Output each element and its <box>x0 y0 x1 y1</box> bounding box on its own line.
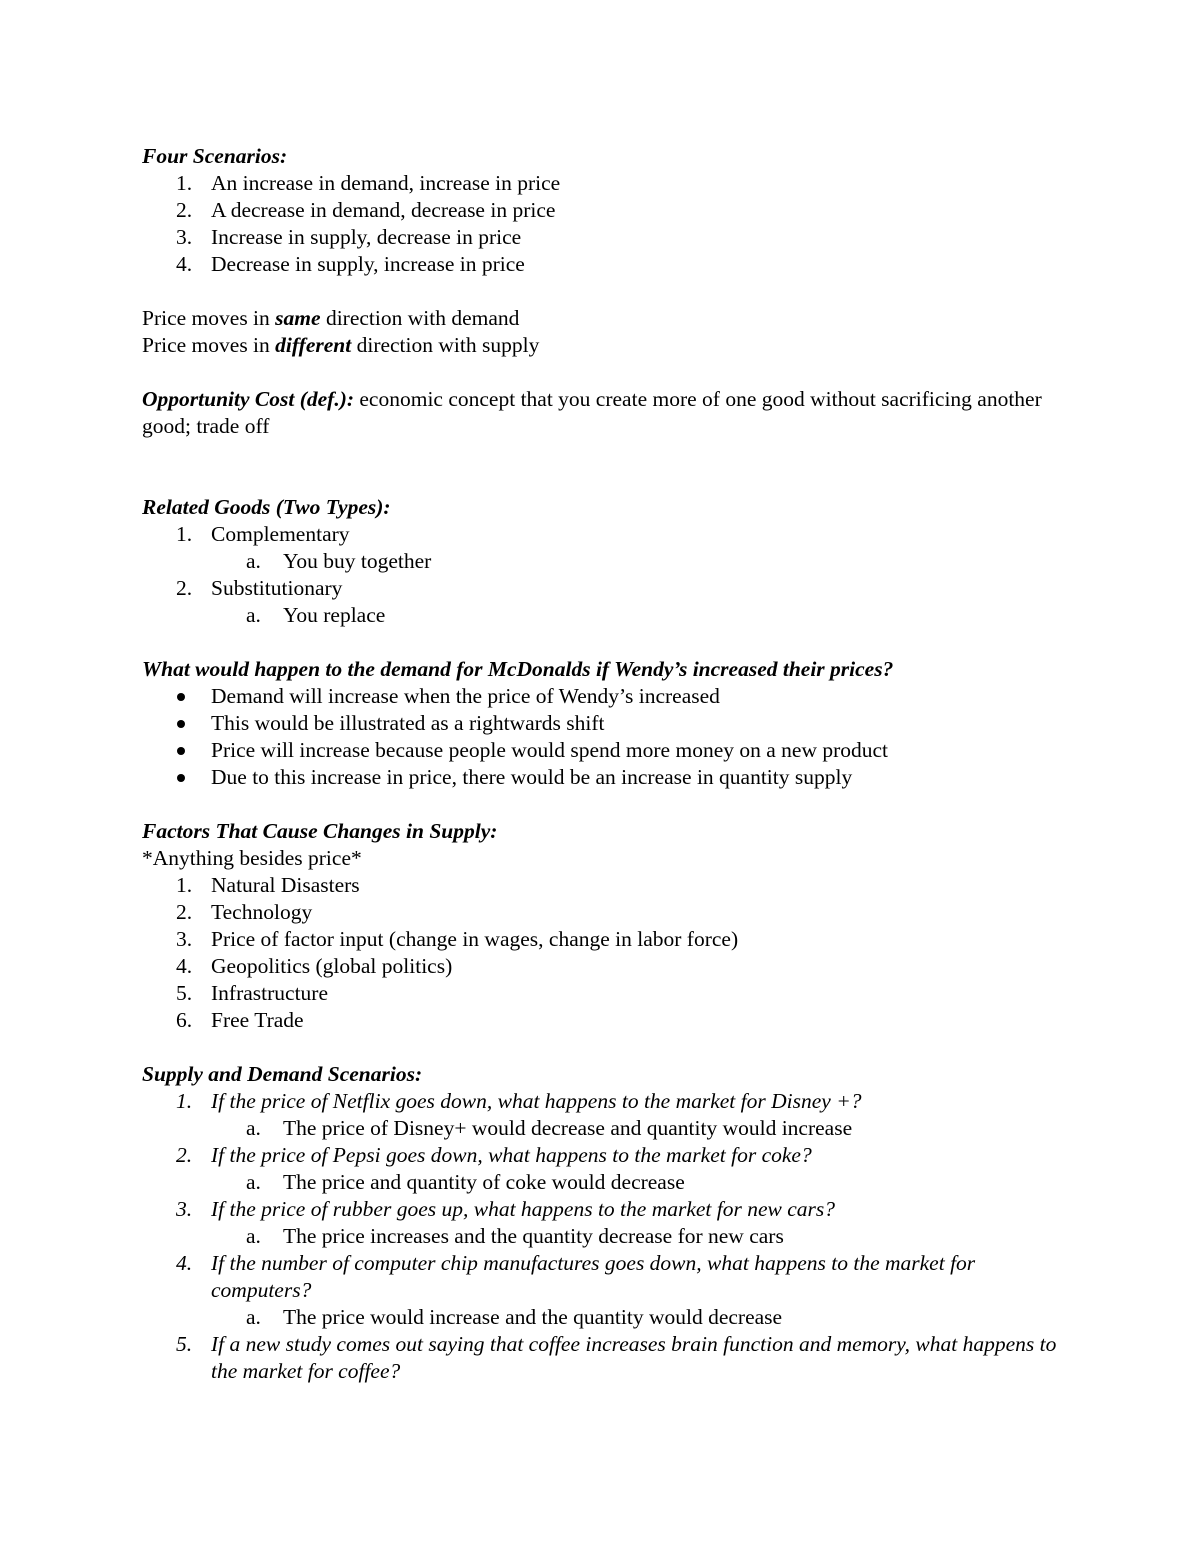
bullet-item <box>142 710 1062 737</box>
list-item-text: You buy together <box>283 549 432 573</box>
list-letter: a. <box>246 1116 261 1140</box>
question-text: If the price of rubber goes up, what happens to the market for new cars? <box>211 1197 836 1221</box>
list-number: 1. <box>176 171 193 195</box>
list-letter: a. <box>246 1305 261 1329</box>
list-item <box>142 899 1062 926</box>
list-item <box>142 575 1062 602</box>
answer-text: The price of Disney+ would decrease and quantity would increase <box>283 1116 853 1140</box>
sd-scenarios-heading: Supply and Demand Scenarios: <box>142 1062 423 1086</box>
list-number: 4. <box>176 1251 193 1275</box>
list-item-text: Substitutionary <box>211 576 343 600</box>
list-number: 4. <box>176 954 193 978</box>
opportunity-cost-term: Opportunity Cost (def.): <box>142 387 355 411</box>
price-moves-demand <box>142 305 1062 332</box>
list-letter: a. <box>246 549 261 573</box>
question-text: If the price of Netflix goes down, what happens to the market for Disney +? <box>211 1089 862 1113</box>
answer-text: The price increases and the quantity decrease for new cars <box>283 1224 784 1248</box>
list-item <box>142 251 1062 278</box>
bullet-text: Due to this increase in price, there would be an increase in quantity supply <box>211 765 853 789</box>
bullet-icon <box>177 774 185 782</box>
list-number: 3. <box>176 1197 193 1221</box>
supply-factors-note: *Anything besides price* <box>142 846 362 870</box>
document-page <box>142 143 1062 1385</box>
text-span: Price moves in <box>142 333 276 357</box>
scenario-question <box>142 1331 1062 1385</box>
list-item <box>142 224 1062 251</box>
answer-text: The price and quantity of coke would decrease <box>283 1170 685 1194</box>
scenario-answer <box>142 1223 1062 1250</box>
list-item-text: Complementary <box>211 522 350 546</box>
list-number: 1. <box>176 873 193 897</box>
list-item <box>142 872 1062 899</box>
list-item <box>142 1007 1062 1034</box>
list-item-text: Decrease in supply, increase in price <box>211 252 525 276</box>
scenario-answer <box>142 1169 1062 1196</box>
price-moves-supply <box>142 332 1062 359</box>
text-span: Price moves in <box>142 306 276 330</box>
bullet-item <box>142 737 1062 764</box>
scenario-question <box>142 1196 1062 1223</box>
list-item-text: A decrease in demand, decrease in price <box>211 198 556 222</box>
bullet-icon <box>177 747 185 755</box>
question-text: If the number of computer chip manufactures goes down, what happens to the market for computers? <box>211 1251 976 1302</box>
list-number: 2. <box>176 198 193 222</box>
list-item-text: You replace <box>283 603 386 627</box>
list-item <box>142 521 1062 548</box>
list-item-text: Price of factor input (change in wages, change in labor force) <box>211 927 739 951</box>
list-letter: a. <box>246 603 261 627</box>
list-number: 3. <box>176 225 193 249</box>
opportunity-cost-definition <box>142 386 1062 440</box>
scenario-question <box>142 1142 1062 1169</box>
list-number: 1. <box>176 522 193 546</box>
bullet-icon <box>177 693 185 701</box>
mcdonalds-question: What would happen to the demand for McDonalds if Wendy’s increased their prices? <box>142 657 894 681</box>
list-letter: a. <box>246 1224 261 1248</box>
list-number: 3. <box>176 927 193 951</box>
bullet-text: Price will increase because people would spend more money on a new product <box>211 738 889 762</box>
list-item-text: Infrastructure <box>211 981 328 1005</box>
bullet-item <box>142 683 1062 710</box>
list-item-text: Increase in supply, decrease in price <box>211 225 522 249</box>
sub-list-item <box>142 548 1062 575</box>
list-number: 4. <box>176 252 193 276</box>
supply-factors-heading: Factors That Cause Changes in Supply: <box>142 819 498 843</box>
four-scenarios-heading: Four Scenarios: <box>142 144 288 168</box>
list-item <box>142 197 1062 224</box>
scenario-answer <box>142 1304 1062 1331</box>
bullet-item <box>142 764 1062 791</box>
opportunity-cost-text: economic concept that you create more of one good without sacrificing another good; trade off <box>142 387 1042 438</box>
text-span: direction with supply <box>351 333 540 357</box>
list-item <box>142 953 1062 980</box>
emphasis-different: different <box>275 333 352 357</box>
list-number: 6. <box>176 1008 193 1032</box>
list-letter: a. <box>246 1170 261 1194</box>
list-number: 5. <box>176 1332 193 1356</box>
question-text: If the price of Pepsi goes down, what happens to the market for coke? <box>211 1143 812 1167</box>
question-text: If a new study comes out saying that coffee increases brain function and memory, what happens to the market for coffee? <box>211 1332 1057 1383</box>
bullet-text: Demand will increase when the price of Wendy’s increased <box>211 684 720 708</box>
list-number: 1. <box>176 1089 193 1113</box>
list-item <box>142 926 1062 953</box>
list-item-text: An increase in demand, increase in price <box>211 171 561 195</box>
bullet-icon <box>177 720 185 728</box>
scenario-answer <box>142 1115 1062 1142</box>
scenario-question <box>142 1088 1062 1115</box>
list-item-text: Natural Disasters <box>211 873 360 897</box>
list-number: 2. <box>176 576 193 600</box>
list-number: 2. <box>176 900 193 924</box>
scenario-question <box>142 1250 1062 1304</box>
list-item-text: Geopolitics (global politics) <box>211 954 453 978</box>
list-number: 5. <box>176 981 193 1005</box>
list-item <box>142 170 1062 197</box>
text-span: direction with demand <box>320 306 520 330</box>
emphasis-same: same <box>275 306 321 330</box>
list-item-text: Technology <box>211 900 313 924</box>
answer-text: The price would increase and the quantity would decrease <box>283 1305 783 1329</box>
sub-list-item <box>142 602 1062 629</box>
related-goods-heading: Related Goods (Two Types): <box>142 495 391 519</box>
bullet-text: This would be illustrated as a rightwards shift <box>211 711 605 735</box>
list-item-text: Free Trade <box>211 1008 304 1032</box>
list-item <box>142 980 1062 1007</box>
list-number: 2. <box>176 1143 193 1167</box>
